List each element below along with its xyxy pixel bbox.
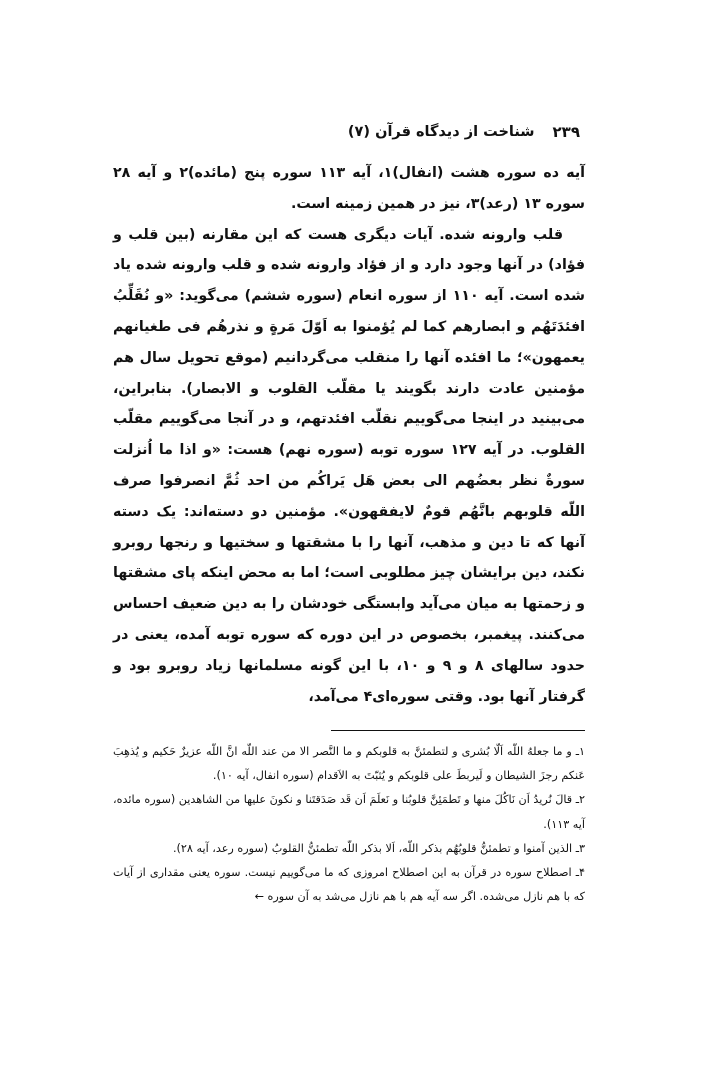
- paragraph: آیه ده سوره هشت (انفال)۱، آیه ۱۱۳ سوره پنج (مائده)۲ و آیه ۲۸ سوره ۱۳ (رعد)۳، نیز در همین زمینه است.: [113, 165, 586, 212]
- body-text: [113, 158, 585, 712]
- chapter-title: شناخت از دیدگاه قرآن (۷): [347, 124, 535, 140]
- footnote: ۱ـ و ما جعلهُ اللّه اَلّا بُشری و لتطمئنَّ به قلوبکم و ما النَّصر الا من عند اللّه انَّ اللّه عزیزٌ حَکیم و یُذهِبَ عَنکم رجزَ الشیطان و لَیربطَ علی قلوبکم و یُثبّتَ به الاَقدام (سوره انفال، آیه ۱۰).: [113, 745, 585, 783]
- page-number: ۲۳۹: [552, 123, 580, 141]
- running-header: [115, 118, 580, 146]
- footnote-divider: [331, 730, 585, 731]
- footnotes: [113, 740, 585, 909]
- footnote: ۳ـ الذین آمنوا و تطمئنُّ قلوبُهُم بذکر اللّه، اَلا بذکر اللّه تطمئنُّ القلوبُ (سوره رعد، آیه ۲۸).: [172, 841, 585, 855]
- paragraph: قلب وارونه شده. آیات دیگری هست که این مقارنه (بین قلب و فؤاد) در آنها وجود دارد و از فؤاد وارونه شده و قلب وارونه شده یاد شده است. آیه ۱۱۰ از سوره انعام (سوره ششم) می‌گوید: «و نُقَلِّبُ افئدَتَهُم و ابصارهم کما لم یُؤمنوا به اَوّلَ مَرةٍ و نذرهُم فی طغیانهم یعمهون»؛ ما افئده آنها را منقلب می‌گردانیم (موقع تحویل سال هم مؤمنین عادت دارند بگویند یا مقلّب القلوب و الابصار). بنابراین، می‌بینید در اینجا می‌گوییم نقلّب افئدتهم، و در آنجا می‌گوییم مقلّب القلوب. در آیه ۱۲۷ سوره توبه (سوره نهم) هست: «و اذا ما اُنزلت سورةٌ نظر بعضُهم الی بعض هَل یَراکُم من احد ثُمَّ انصرفوا صرف اللّه قلوبهم بانَّهُم قومٌ لایفقهون». مؤمنین دو دسته‌اند: یک دسته آنها که تا دین و مذهب، آنها را با مشقتها و سختیها و رنجها روبرو نکند، دین برایشان چیز مطلوبی است؛ اما به محض اینکه پای مشقتها و زحمتها به میان می‌آید وابستگی خودشان را به دین ضعیف احساس می‌کنند. پیغمبر، بخصوص در این دوره که سوره توبه آمده، یعنی در حدود سالهای ۸ و ۹ و ۱۰، با این گونه مسلمانها زیاد روبرو بود و گرفتار آنها بود. وقتی سوره‌ای۴ می‌آمد،: [113, 226, 585, 705]
- footnote: ۴ـ اصطلاح سوره در قرآن به این اصطلاح امروزی که ما می‌گوییم نیست. سوره یعنی مقداری از آیات که با هم نازل می‌شده. اگر سه آیه هم با هم نازل می‌شد به آن سوره ←: [113, 866, 585, 904]
- footnote: ۲ـ قالَ نُریدُ اَن نَاکُلَ منها و تَطمَئِنَّ قلوبُنا و نَعلَمَ اَن قَد صَدَقتَنا و نکونَ علیها من الشاهدین (سوره مائده، آیه ۱۱۳).: [113, 793, 585, 831]
